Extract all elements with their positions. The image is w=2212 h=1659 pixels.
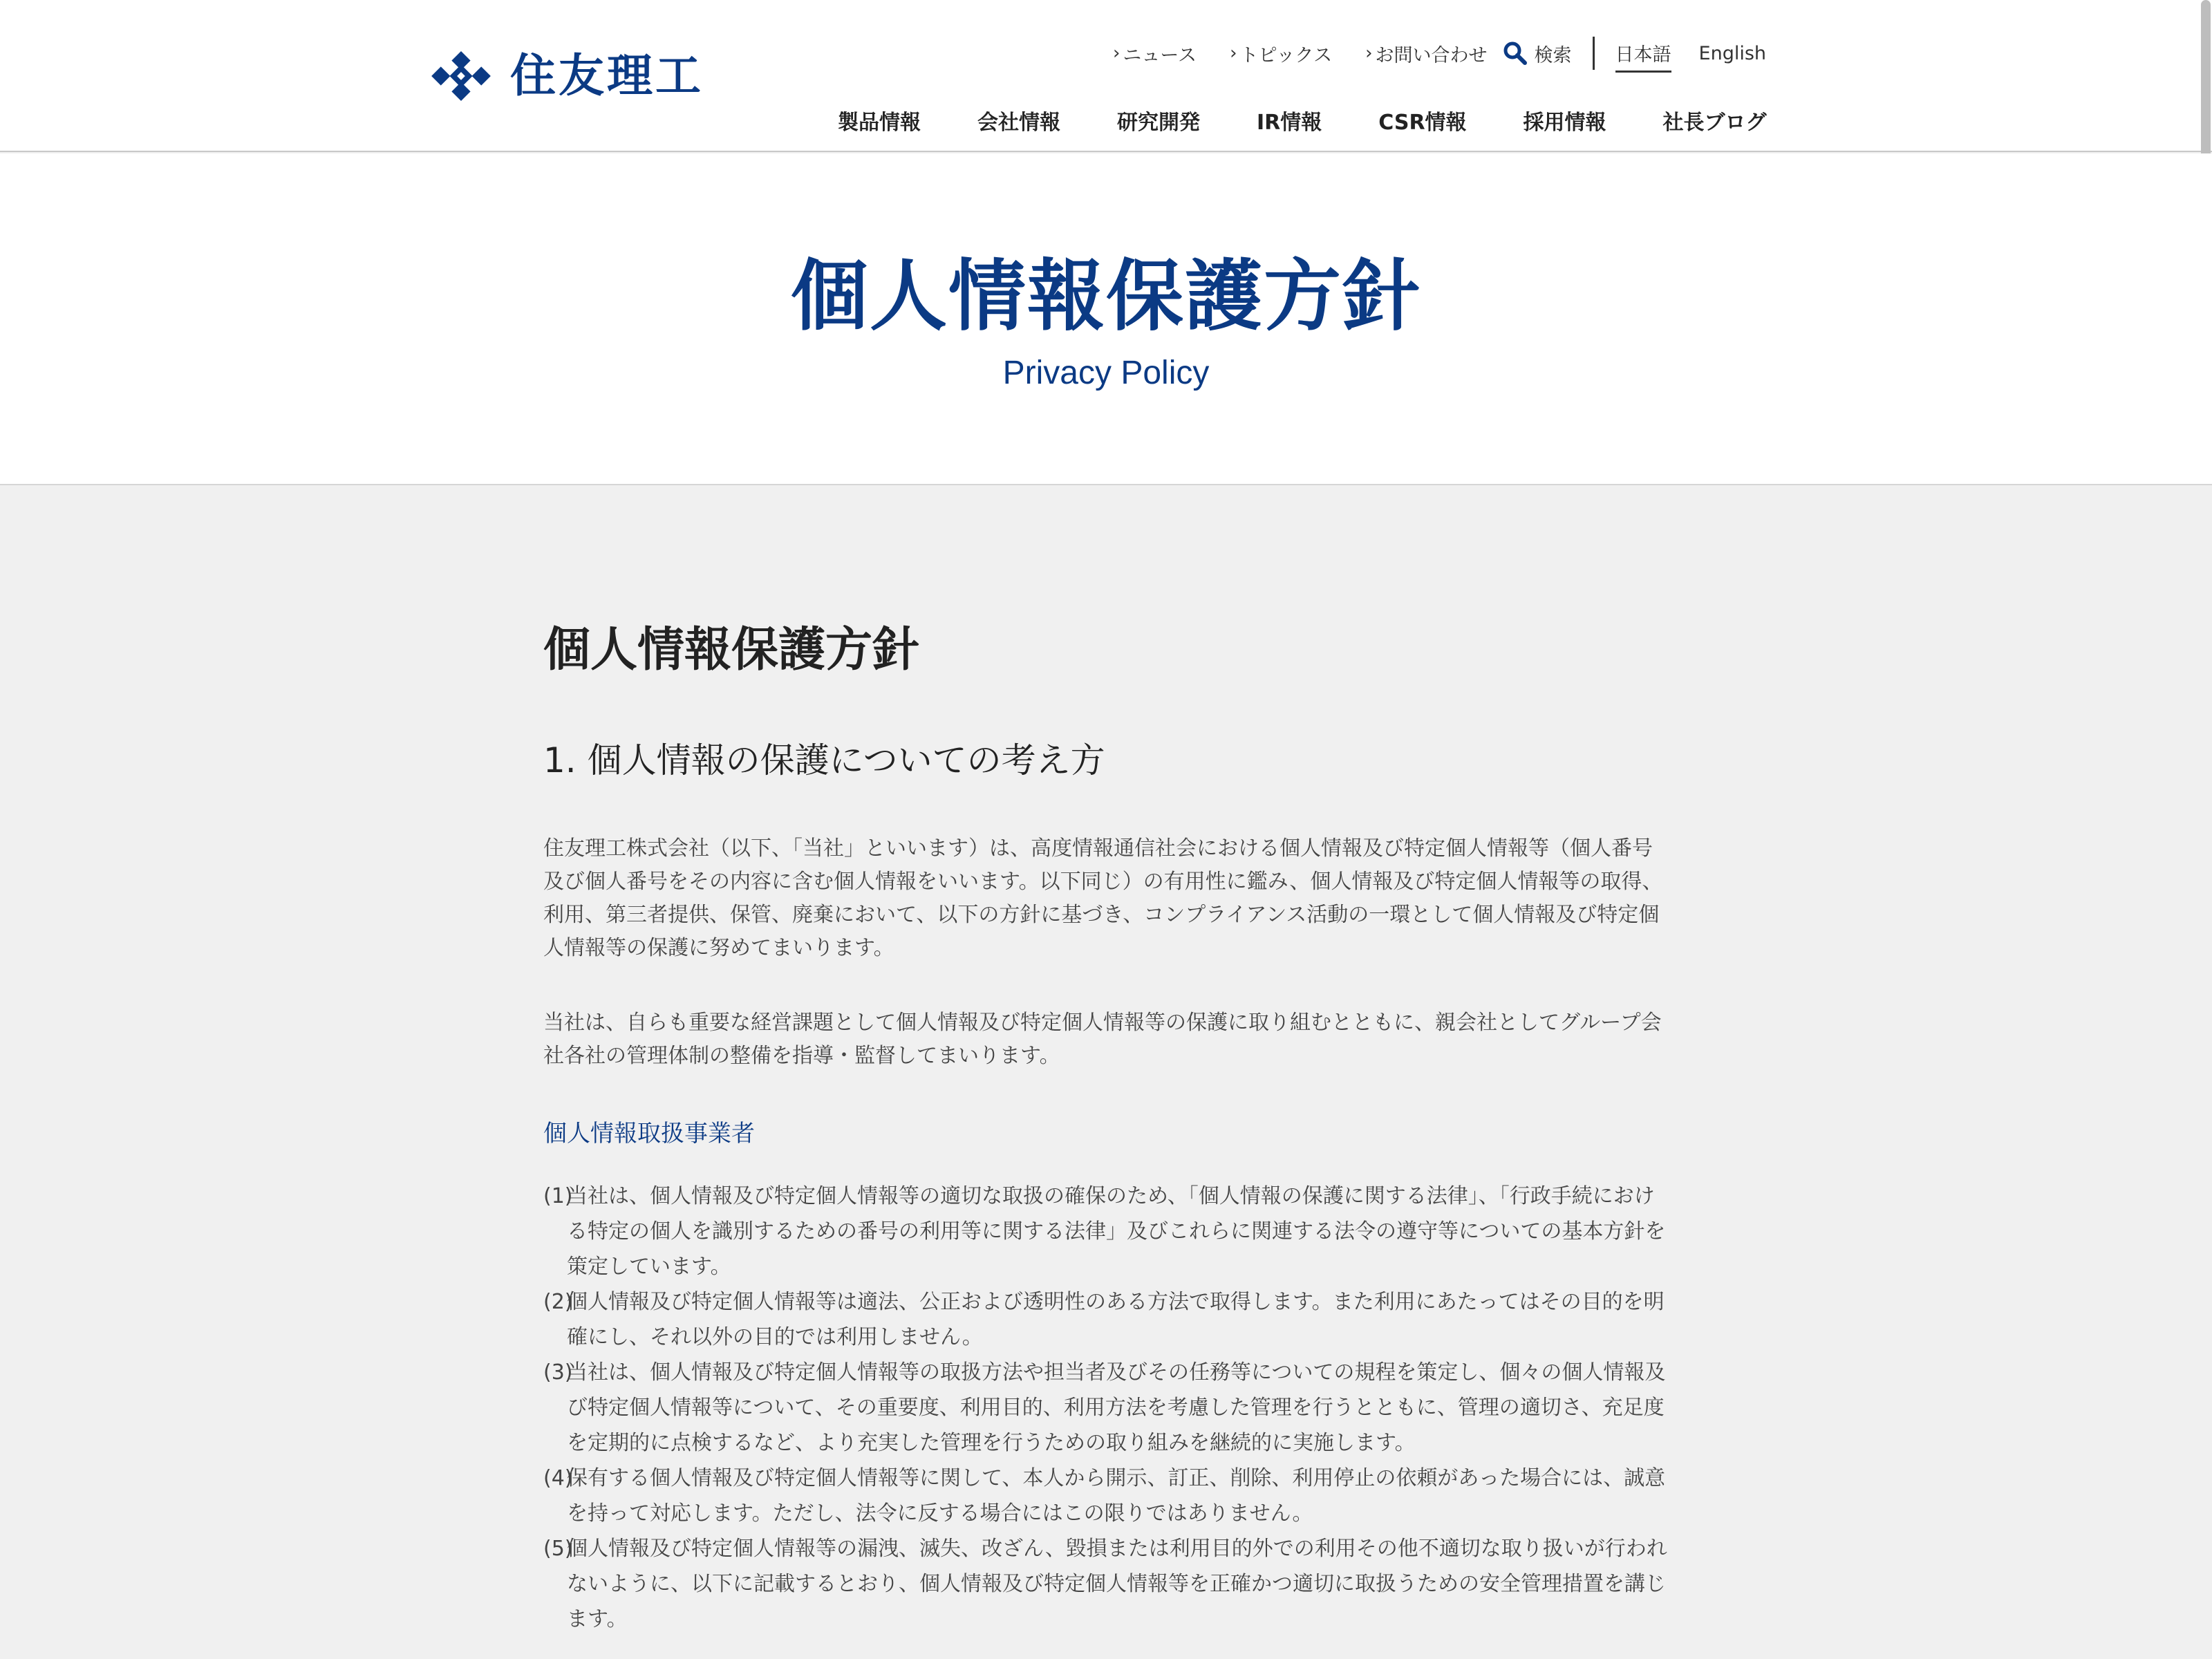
logo-text: 住友理工 xyxy=(510,49,704,102)
list-text: 個人情報及び特定個人情報等は適法、公正および透明性のある方法で取得します。また利用にあたってはその目的を明確にし、それ以外の目的では利用しません。 xyxy=(567,1289,1665,1349)
subheading: 個人情報取扱事業者 xyxy=(543,1119,755,1147)
chevron-right-icon: › xyxy=(1365,43,1373,64)
nav-research[interactable]: 研究開発 xyxy=(1117,111,1200,135)
nav-recruit[interactable]: 採用情報 xyxy=(1523,111,1606,135)
nav-products[interactable]: 製品情報 xyxy=(838,111,921,135)
utility-link-contact[interactable] xyxy=(1365,40,1487,67)
chevron-right-icon: › xyxy=(1230,43,1237,64)
page-title: 個人情報保護方針 xyxy=(791,252,1421,341)
main-nav xyxy=(838,104,1767,137)
nav-president-blog[interactable]: 社長ブログ xyxy=(1662,111,1767,135)
list-text: 当社は、個人情報及び特定個人情報等の適切な取扱の確保のため、「個人情報の保護に関する法律」、「行政手続における特定の個人を識別するための番号の利用等に関する法律」及びこれらに関連する法令の遵守等についての基本方針を策定しています。 xyxy=(567,1183,1666,1279)
content-heading: 個人情報保護方針 xyxy=(543,623,920,677)
utility-nav xyxy=(1113,36,1766,71)
search-icon xyxy=(1503,41,1528,66)
list-text: 当社は、個人情報及び特定個人情報等の取扱方法や担当者及びその任務等についての規程を策定し、個々の個人情報及び特定個人情報等について、その重要度、利用目的、利用方法を考慮した管理を行うとともに、管理の適切さ、充足度を定期的に点検するなど、より充実した管理を行うための取り組みを継続的に実施します。 xyxy=(567,1360,1666,1455)
utility-link-news[interactable] xyxy=(1113,40,1197,67)
section-title: 1. 個人情報の保護についての考え方 xyxy=(543,740,1105,780)
nav-ir[interactable]: IR情報 xyxy=(1257,111,1322,135)
list-number: (3) xyxy=(543,1360,573,1385)
company-logo[interactable] xyxy=(427,48,704,104)
list-number: (5) xyxy=(543,1536,573,1561)
main-content xyxy=(543,622,1670,1637)
list-item xyxy=(543,1461,1670,1531)
hero-banner xyxy=(0,153,2212,485)
utility-link-label: ニュース xyxy=(1123,44,1197,66)
page-subtitle: Privacy Policy xyxy=(1002,355,1210,391)
utility-divider xyxy=(1593,37,1595,70)
paragraph: 住友理工株式会社（以下、「当社」といいます）は、高度情報通信社会における個人情報及び特定個人情報等（個人番号及び個人番号をその内容に含む個人情報をいいます。以下同じ）の有用性に鑑み、個人情報及び特定個人情報等の取得、利用、第三者提供、保管、廃棄において、以下の方針に基づき、コンプライアンス活動の一環として個人情報及び特定個人情報等の保護に努めてまいります。 xyxy=(543,836,1663,960)
paragraph: 当社は、自らも重要な経営課題として個人情報及び特定個人情報等の保護に取り組むとともに、親会社としてグループ会社各社の管理体制の整備を指導・監督してまいります。 xyxy=(543,1010,1662,1068)
list-number: (2) xyxy=(543,1289,573,1314)
list-number: (4) xyxy=(543,1465,573,1490)
nav-csr[interactable]: CSR情報 xyxy=(1378,111,1467,135)
list-item xyxy=(543,1284,1670,1355)
list-number: (1) xyxy=(543,1183,573,1208)
logo-mark-icon xyxy=(427,50,495,102)
chevron-right-icon: › xyxy=(1113,43,1121,64)
site-header xyxy=(0,0,2212,152)
language-japanese[interactable]: 日本語 xyxy=(1615,39,1671,73)
utility-link-topics[interactable] xyxy=(1230,40,1332,67)
list-item xyxy=(543,1355,1670,1461)
policy-list xyxy=(543,1179,1670,1637)
list-item xyxy=(543,1179,1670,1284)
list-text: 個人情報及び特定個人情報等の漏洩、滅失、改ざん、毀損または利用目的外での利用その他不適切な取り扱いが行われないように、以下に記載するとおり、個人情報及び特定個人情報等を正確かつ適切に取扱うための安全管理措置を講じます。 xyxy=(567,1536,1667,1631)
language-english[interactable]: English xyxy=(1698,42,1767,64)
utility-link-label: トピックス xyxy=(1239,44,1333,66)
list-text: 保有する個人情報及び特定個人情報等に関して、本人から開示、訂正、削除、利用停止の依頼があった場合には、誠意を持って対応します。ただし、法令に反する場合にはこの限りではありません。 xyxy=(567,1465,1666,1526)
search-button[interactable] xyxy=(1503,40,1572,67)
nav-company[interactable]: 会社情報 xyxy=(977,111,1060,135)
list-item xyxy=(543,1531,1670,1637)
search-label: 検索 xyxy=(1534,44,1572,66)
utility-link-label: お問い合わせ xyxy=(1375,44,1488,66)
